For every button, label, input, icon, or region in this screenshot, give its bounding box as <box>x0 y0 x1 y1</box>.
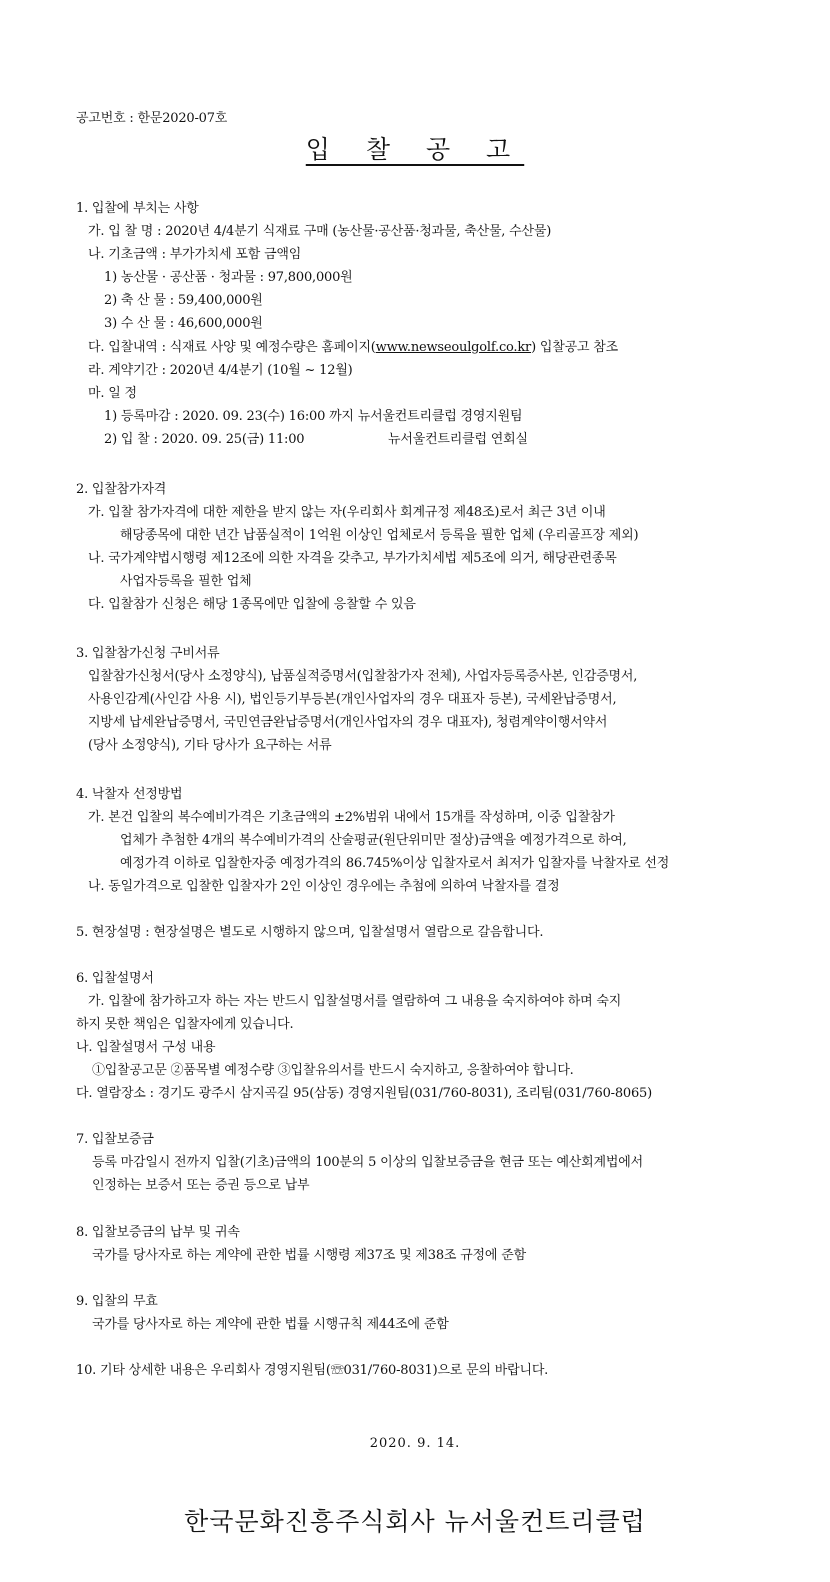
section-3-heading: 3. 입찰참가신청 구비서류 <box>76 646 220 661</box>
schedule-registration: 1) 등록마감 : 2020. 09. 23(수) 16:00 까지 뉴서울컨트리클럽 경영지원팀 <box>104 409 523 424</box>
schedule-bid-time: 2) 입 찰 : 2020. 09. 25(금) 11:00 <box>104 432 305 447</box>
section-6-heading: 6. 입찰설명서 <box>76 971 154 986</box>
selection-na: 나. 동일가격으로 입찰한 입찰자가 2인 이상인 경우에는 추첨에 의하여 낙찰자를 결정 <box>88 879 560 894</box>
notice-date: 2020. 9. 14. <box>369 1436 461 1451</box>
page-title <box>0 132 830 168</box>
amount-seafood: 3) 수 산 물 : 46,600,000원 <box>104 316 263 331</box>
bid-details <box>88 339 618 357</box>
section-1-heading: 1. 입찰에 부치는 사항 <box>76 201 199 216</box>
deposit-payment-rule: 국가를 당사자로 하는 계약에 관한 법률 시행령 제37조 및 제38조 규정에 준함 <box>92 1248 526 1263</box>
documents-line1: 입찰참가신청서(당사 소정양식), 납품실적증명서(입찰참가자 전체), 사업자등록증사본, 인감증명서, <box>88 669 638 684</box>
section-2-heading: 2. 입찰참가자격 <box>76 482 167 497</box>
notice-number: 공고번호 : 한문2020-07호 <box>76 111 228 126</box>
qualification-ga-line2: 해당종목에 대한 년간 납품실적이 1억원 이상인 업체로서 등록을 필한 업체 (우리골프장 제외) <box>120 528 639 543</box>
invalid-bid-rule: 국가를 당사자로 하는 계약에 관한 법률 시행규칙 제44조에 준함 <box>92 1317 449 1332</box>
base-amount: 나. 기초금액 : 부가가치세 포함 금액임 <box>88 247 302 262</box>
section-7-heading: 7. 입찰보증금 <box>76 1132 154 1147</box>
selection-ga-line1: 가. 본건 입찰의 복수예비가격은 기초금액의 ±2%범위 내에서 15개를 작성하며, 이중 입찰참가 <box>88 810 615 825</box>
section-8-heading: 8. 입찰보증금의 납부 및 귀속 <box>76 1225 240 1240</box>
manual-ga-line1: 가. 입찰에 참가하고자 하는 자는 반드시 입찰설명서를 열람하여 그 내용을 숙지하여야 하며 숙지 <box>88 994 622 1009</box>
qualification-na-line2: 사업자등록을 필한 업체 <box>120 574 252 589</box>
selection-ga-line3: 예정가격 이하로 입찰한자중 예정가격의 86.745%이상 입찰자로서 최저가 입찰자를 낙찰자로 선정 <box>120 856 670 871</box>
bid-name: 가. 입 찰 명 : 2020년 4/4분기 식재료 구매 (농산물·공산품·청과물, 축산물, 수산물) <box>88 224 552 239</box>
qualification-na-line1: 나. 국가계약법시행령 제12조에 의한 자격을 갖추고, 부가가치세법 제5조에 의거, 해당관련종목 <box>88 551 617 566</box>
manual-ga-line2: 하지 못한 책임은 입찰자에게 있습니다. <box>76 1017 294 1032</box>
documents-line4: (당사 소정양식), 기타 당사가 요구하는 서류 <box>88 738 332 753</box>
schedule-heading: 마. 일 정 <box>88 386 137 401</box>
amount-agri: 1) 농산물 · 공산품 · 청과물 : 97,800,000원 <box>104 270 353 285</box>
contract-period: 라. 계약기간 : 2020년 4/4분기 (10월 ~ 12월) <box>88 363 353 378</box>
documents-line2: 사용인감계(사인감 사용 시), 법인등기부등본(개인사업자의 경우 대표자 등본), 국세완납증명서, <box>88 692 617 707</box>
homepage-link[interactable]: www.newseoulgolf.co.kr <box>375 340 532 355</box>
manual-na: 나. 입찰설명서 구성 내용 <box>76 1040 216 1055</box>
selection-ga-line2: 업체가 추첨한 4개의 복수예비가격의 산술평균(원단위미만 절상)금액을 예정가격으로 하여, <box>120 833 627 848</box>
section-10-contact: 10. 기타 상세한 내용은 우리회사 경영지원팀(☏031/760-8031)으로 문의 바랍니다. <box>76 1363 549 1378</box>
amount-livestock: 2) 축 산 물 : 59,400,000원 <box>104 293 263 308</box>
organization-name: 한국문화진흥주식회사 뉴서울컨트리클럽 <box>184 1507 646 1536</box>
qualification-ga-line1: 가. 입찰 참가자격에 대한 제한을 받지 않는 자(우리회사 회계규정 제48조)로서 최근 3년 이내 <box>88 505 606 520</box>
bid-details-prefix: 다. 입찰내역 : 식재료 사양 및 예정수량은 홈페이지( <box>88 340 376 355</box>
page-title-text: 입 찰 공 고 <box>305 135 525 164</box>
deposit-line2: 인정하는 보증서 또는 증권 등으로 납부 <box>92 1178 310 1193</box>
qualification-da: 다. 입찰참가 신청은 해당 1종목에만 입찰에 응찰할 수 있음 <box>88 597 416 612</box>
deposit-line1: 등록 마감일시 전까지 입찰(기초)금액의 100분의 5 이상의 입찰보증금을 현금 또는 예산회계법에서 <box>92 1155 643 1170</box>
section-4-heading: 4. 낙찰자 선정방법 <box>76 787 183 802</box>
section-9-heading: 9. 입찰의 무효 <box>76 1294 158 1309</box>
manual-da: 다. 열람장소 : 경기도 광주시 삼지곡길 95(삼동) 경영지원팀(031/760-8031), 조리팀(031/760-8065) <box>76 1086 652 1101</box>
schedule-bid-place: 뉴서울컨트리클럽 연회실 <box>388 432 528 447</box>
manual-items: ①입찰공고문 ②품목별 예정수량 ③입찰유의서를 반드시 숙지하고, 응찰하여야 합니다. <box>92 1063 574 1078</box>
documents-line3: 지방세 납세완납증명서, 국민연금완납증명서(개인사업자의 경우 대표자), 청렴계약이행서약서 <box>88 715 608 730</box>
bid-details-suffix: ) 입찰공고 참조 <box>531 340 618 355</box>
section-5-site-briefing: 5. 현장설명 : 현장설명은 별도로 시행하지 않으며, 입찰설명서 열람으로 갈음합니다. <box>76 925 544 940</box>
